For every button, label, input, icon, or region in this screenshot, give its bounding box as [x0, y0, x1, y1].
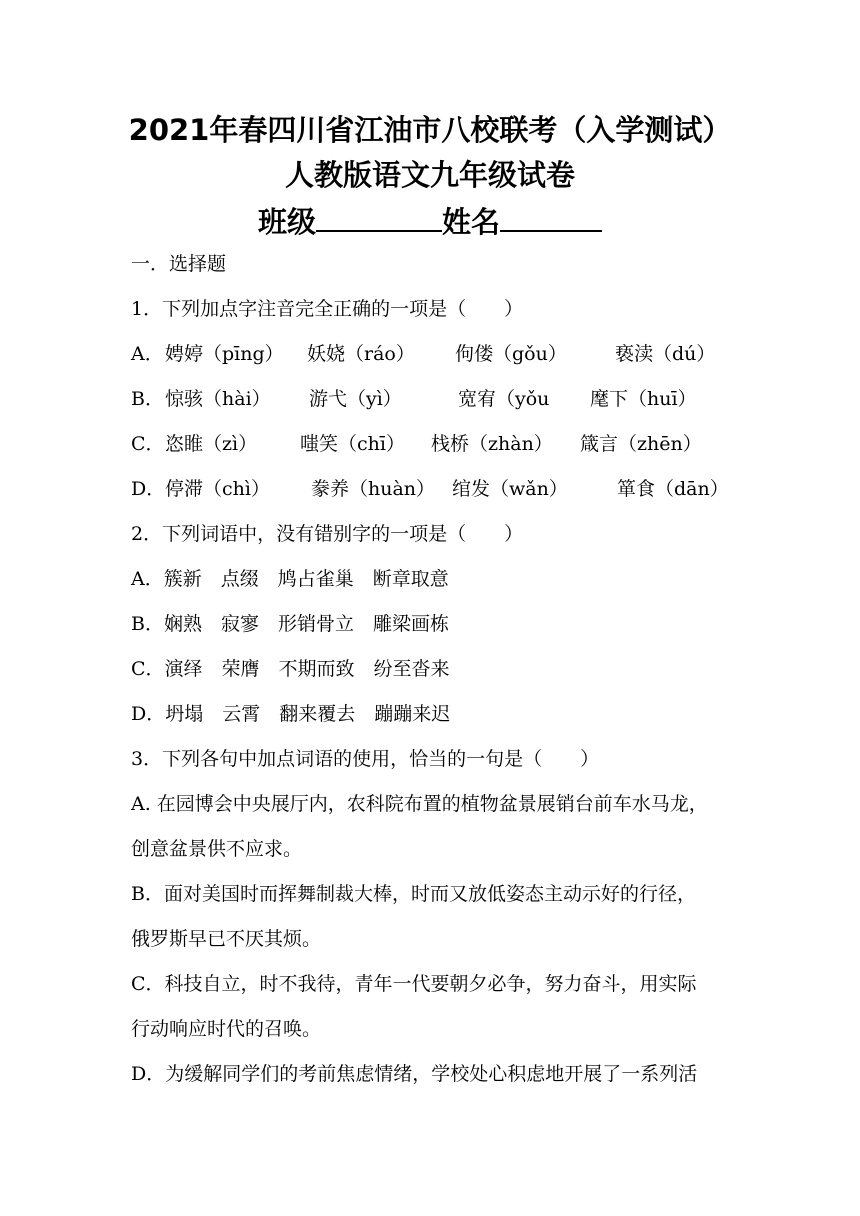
q3-stem: 3．下列各句中加点词语的使用，恰当的一句是（ ）	[131, 748, 600, 770]
class-name-row	[0, 200, 860, 242]
section-heading: 一．选择题	[131, 253, 227, 275]
q3-option-c-line1: C．科技自立，时不我待，青年一代要朝夕必争，努力奋斗，用实际	[131, 973, 697, 995]
q1-a-item: 娉婷（pīng）	[165, 343, 284, 365]
exam-title-line1: 2021年春四川省江油市八校联考（入学测试）	[128, 113, 732, 147]
name-label: 姓名	[442, 205, 501, 239]
exam-title-line2: 人教版语文九年级试卷	[284, 158, 575, 192]
q1-c-item: 嗤笑（chī）	[300, 433, 405, 455]
q3-option-d-line1: D．为缓解同学们的考前焦虑情绪，学校处心积虑地开展了一系列活	[131, 1063, 698, 1085]
q1-b-item: 惊骇（hài）	[165, 388, 271, 410]
q1-c-item: 箴言（zhēn）	[580, 433, 702, 455]
q2-stem: 2．下列词语中，没有错别字的一项是（ ）	[131, 523, 524, 545]
q1-option-d-label: D．	[131, 478, 166, 500]
q3-option-c-line2: 行动响应时代的召唤。	[131, 1018, 322, 1040]
q3-option-b-line1: B．面对美国时而挥舞制裁大棒，时而又放低姿态主动示好的行径，	[131, 883, 696, 905]
q1-option-a-label: A．	[131, 343, 164, 365]
q2-option-a: A．簇新 点缀 鸠占雀巢 断章取意	[131, 568, 449, 590]
q1-stem: 1．下列加点字注音完全正确的一项是（ ）	[131, 298, 524, 320]
q1-d-item: 豢养（huàn）	[311, 478, 436, 500]
q1-b-item: 游弋（yì）	[309, 388, 402, 410]
q1-option-c-label: C．	[131, 433, 165, 455]
class-label: 班级	[257, 205, 316, 239]
q2-option-c: C．演绎 荣膺 不期而致 纷至沓来	[131, 658, 450, 680]
q1-b-item: 宽宥（yǒu	[458, 388, 550, 410]
q2-option-d: D．坍塌 云霄 翻来覆去 蹦蹦来迟	[131, 703, 451, 725]
q3-option-a-line1: A. 在园博会中央展厅内，农科院布置的植物盆景展销台前车水马龙，	[131, 793, 708, 815]
q1-d-item: 停滞（chì）	[165, 478, 270, 500]
q2-option-b: B．娴熟 寂寥 形销骨立 雕梁画栋	[131, 613, 449, 635]
q1-d-item: 箪食（dān）	[617, 478, 729, 500]
class-blank	[316, 200, 442, 232]
q1-d-item: 绾发（wǎn）	[452, 478, 568, 500]
q1-b-item: 麾下（huī）	[590, 388, 697, 410]
q1-c-item: 栈桥（zhàn）	[431, 433, 553, 455]
q1-a-item: 佝偻（gǒu）	[455, 343, 567, 365]
q3-option-a-line2: 创意盆景供不应求。	[131, 838, 303, 860]
q3-option-b-line2: 俄罗斯早已不厌其烦。	[131, 928, 322, 950]
q1-a-item: 亵渎（dú）	[615, 343, 716, 365]
q1-c-item: 恣睢（zì）	[165, 433, 258, 455]
q1-option-b-label: B．	[131, 388, 164, 410]
q1-a-item: 妖娆（ráo）	[307, 343, 415, 365]
name-blank	[500, 200, 602, 232]
